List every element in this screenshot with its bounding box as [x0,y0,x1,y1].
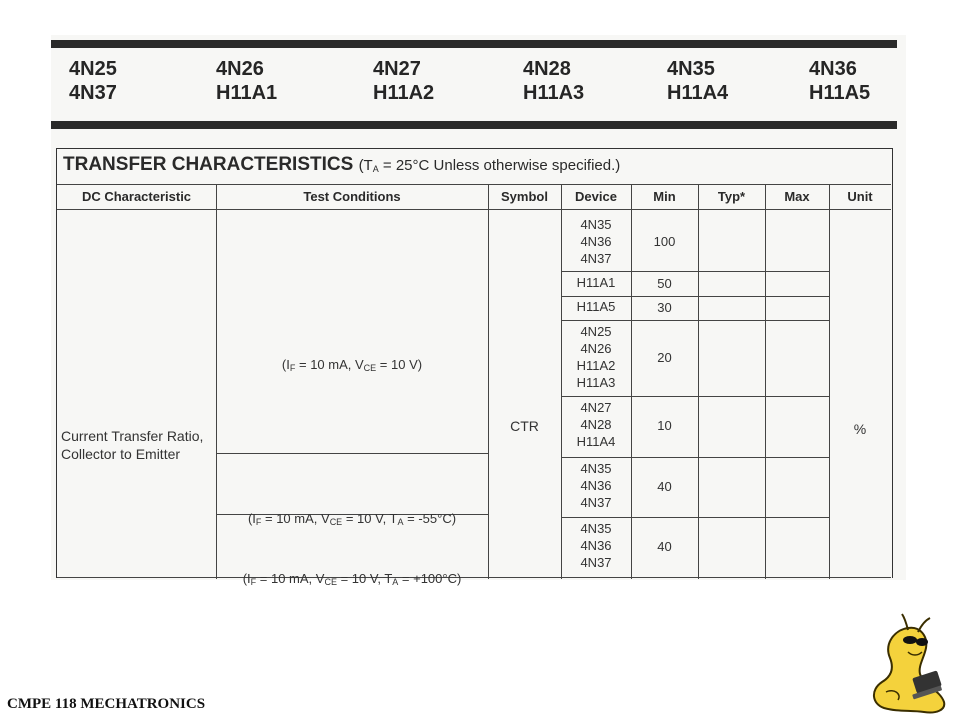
device-cell: 4N27 4N28 H11A4 [576,400,616,449]
characteristic-name: Current Transfer Ratio, Collector to Emitter [61,428,204,462]
part-group-5 [667,57,728,105]
header-dc-characteristic: DC Characteristic [81,189,192,204]
rule [561,320,829,321]
part-number: 4N28 [523,58,571,80]
min-value: 40 [657,479,672,494]
header-device: Device [575,189,617,204]
part-number: 4N35 [667,58,715,80]
part-group-1 [69,57,117,105]
device-cell: 4N35 4N36 4N37 [580,461,612,510]
part-number: H11A5 [809,82,871,104]
rule [488,184,489,579]
min-value: 50 [657,276,672,291]
min-value: 30 [657,300,672,315]
rule [765,184,766,579]
top-rule [51,40,897,48]
rule [561,517,829,518]
datasheet-scan [51,35,906,587]
rule [561,396,829,397]
rule [698,184,699,579]
part-number: 4N37 [69,82,117,104]
part-number: H11A1 [216,82,278,104]
transfer-characteristics-table [56,148,893,587]
mid-rule [51,121,897,129]
min-value: 20 [657,350,672,365]
header-typ: Typ* [717,189,746,204]
test-condition-3: ($I_F = 10$ mA, $V_{CE} = 10$ V, $T_A = +100^\circ C$) [242,571,462,587]
device-cell: 4N35 4N36 4N37 [580,521,612,570]
rule [561,457,829,458]
part-number: H11A3 [523,82,585,104]
test-condition-2: ($I_F = 10$ mA, $V_{CE} = 10$ V, $T_A = -55^\circ C$) [247,511,457,527]
rule [216,453,488,454]
part-group-4 [523,57,584,105]
part-group-6 [809,57,870,105]
min-value: 10 [657,418,672,433]
test-condition-1: ($I_F = 10$ mA, $V_{CE} = 10$ V) [281,357,423,373]
part-group-3 [373,57,434,105]
min-value: 100 [653,234,676,249]
rule [561,296,829,297]
header-test-conditions: Test Conditions [303,189,401,204]
part-number: 4N25 [69,58,117,80]
part-number: 4N26 [216,58,264,80]
part-group-2 [216,57,277,105]
symbol-value: CTR [510,418,539,434]
device-cell: 4N35 4N36 4N37 [580,217,612,266]
part-number: H11A2 [373,82,435,104]
header-min: Min [653,189,676,204]
unit-value: % [853,421,867,437]
table-title: TRANSFER CHARACTERISTICS ($T_A = 25^\circ C$ Unless otherwise specified.) [63,154,621,175]
header-max: Max [784,189,810,204]
part-number: H11A4 [667,82,729,104]
rule [829,184,830,579]
header-symbol: Symbol [501,189,548,204]
device-cell: H11A1 [576,275,616,290]
part-number: 4N36 [809,58,857,80]
rule [561,271,829,272]
device-cell: H11A5 [576,299,616,314]
header-unit: Unit [847,189,873,204]
device-cell: 4N25 4N26 H11A2 H11A3 [576,324,616,390]
part-number: 4N27 [373,58,421,80]
slug-mascot-icon [864,612,954,718]
min-value: 40 [657,539,672,554]
course-footer: CMPE 118 MECHATRONICS [7,696,206,712]
